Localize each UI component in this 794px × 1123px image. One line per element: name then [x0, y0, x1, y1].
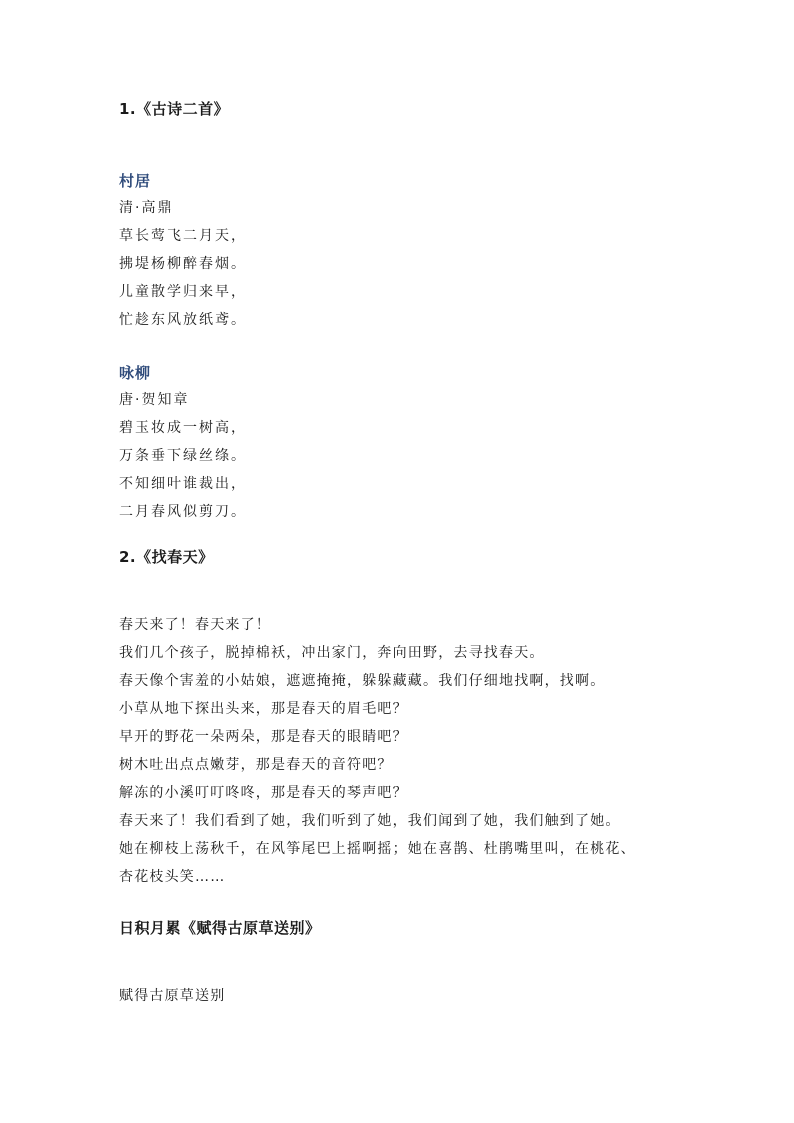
poem-title-yongliu: 咏柳	[119, 364, 152, 382]
section-heading-zhaochuntian: 2.《找春天》	[119, 548, 214, 566]
poem-line: 忙趁东风放纸鸢。	[119, 312, 247, 328]
prose-line: 她在柳枝上荡秋千，在风筝尾巴上摇啊摇；她在喜鹊、杜鹃嘴里叫，在桃花、	[119, 841, 636, 857]
prose-line: 杏花枝头笑……	[119, 869, 226, 885]
poem-line: 草长莺飞二月天，	[119, 228, 247, 244]
section-heading-gushi: 1.《古诗二首》	[119, 100, 230, 118]
poem-line: 二月春风似剪刀。	[119, 504, 247, 520]
prose-line: 春天来了！春天来了！	[119, 617, 271, 633]
poem-line: 不知细叶谁裁出，	[119, 476, 247, 492]
poem-line: 拂堤杨柳醉春烟。	[119, 256, 247, 272]
prose-line: 小草从地下探出头来，那是春天的眉毛吧？	[119, 701, 408, 717]
poem-title-cunju: 村居	[119, 172, 152, 190]
prose-line: 树木吐出点点嫩芽，那是春天的音符吧？	[119, 757, 393, 773]
poem-author-cunju: 清·高鼎	[119, 200, 174, 216]
section-heading-rijiyuelei: 日积月累《赋得古原草送别》	[119, 919, 321, 937]
prose-line: 解冻的小溪叮叮咚咚，那是春天的琴声吧？	[119, 785, 408, 801]
prose-line: 春天来了！我们看到了她，我们听到了她，我们闻到了她，我们触到了她。	[119, 813, 621, 829]
poem-line: 碧玉妆成一树高，	[119, 420, 247, 436]
poem-line: 万条垂下绿丝绦。	[119, 448, 247, 464]
poem-line: 儿童散学归来早，	[119, 284, 247, 300]
prose-line: 春天像个害羞的小姑娘，遮遮掩掩，躲躲藏藏。我们仔细地找啊，找啊。	[119, 673, 606, 689]
prose-line: 我们几个孩子，脱掉棉袄，冲出家门，奔向田野，去寻找春天。	[119, 645, 545, 661]
prose-line: 早开的野花一朵两朵，那是春天的眼睛吧？	[119, 729, 408, 745]
prose-line: 赋得古原草送别	[119, 988, 226, 1004]
poem-author-yongliu: 唐·贺知章	[119, 392, 190, 408]
